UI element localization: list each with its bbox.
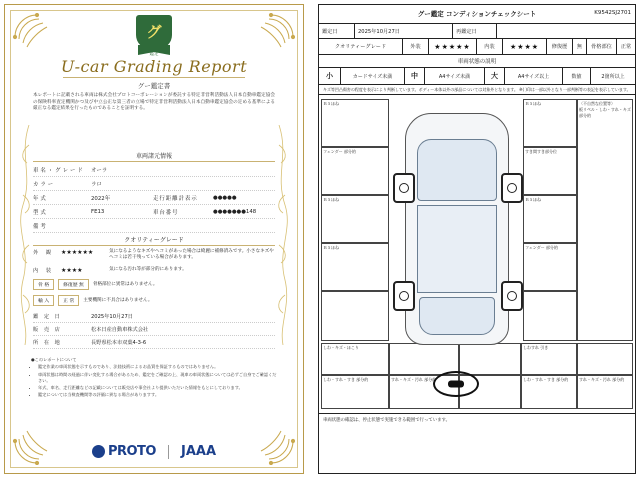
- grade-value-repair: 無: [573, 39, 587, 54]
- callout-label: しわ・すれ・すき 部分的: [523, 377, 569, 383]
- vehicle-spec-heading: 車両諸元情報: [33, 151, 275, 162]
- crest-glyph: グ: [146, 22, 162, 41]
- callout-label: すれ・キズ・汚れ 部分的: [391, 377, 437, 383]
- grade-row: [319, 39, 635, 55]
- grade-label-interior: 内装: [477, 39, 503, 54]
- callout-label: Ｂ５ほね: [525, 101, 541, 107]
- sheet-header: [319, 5, 635, 24]
- callout-label: Ｂ５ほね: [525, 197, 541, 203]
- legend-text-multi: 2箇所以上: [601, 73, 625, 80]
- quality-row-interior: [33, 267, 275, 274]
- callout-label: フェンダー 部分的: [323, 149, 356, 155]
- legend-text-small: カードサイズ未満: [341, 68, 405, 84]
- callout-box: [577, 375, 633, 409]
- callout-box: [321, 375, 389, 409]
- crest-label: 鑑定: [149, 52, 159, 57]
- condition-row-engine: [33, 295, 275, 306]
- certificate-footer-table: [33, 310, 275, 349]
- wheel-front-left: [393, 173, 415, 203]
- logo-divider: [168, 445, 169, 459]
- quality-text: 気になるようなキズやヘコミがあった場合は綺麗に補修済みです。小さなキズやヘコミは若干残っている場合があります。: [109, 249, 274, 261]
- meta-value-reinspection-date: [497, 24, 635, 38]
- grade-value-exterior: ★★★★★: [429, 39, 477, 54]
- callout-label: Ｂ５ほね: [323, 197, 339, 203]
- row-value-2: ●●●●●: [213, 194, 237, 201]
- grade-label-quality: クオリティーグレード: [319, 39, 403, 54]
- callout-label: しわすれ 引き: [523, 345, 549, 351]
- grade-label-repair: 修復歴: [547, 39, 573, 54]
- row-label-2: 走行距離計表示: [153, 195, 198, 202]
- wheel-hub: [507, 183, 517, 193]
- meta-value-inspection-date: 2025年10月27日: [355, 24, 453, 38]
- table-row: [33, 310, 275, 323]
- callout-label: しわ・キズ・ほこり: [323, 345, 359, 351]
- quality-stars: ★★★★: [61, 266, 83, 274]
- row-value: FE13: [91, 208, 105, 215]
- callout-box: [523, 99, 577, 147]
- table-row: [33, 205, 275, 219]
- row-value: ラロ: [91, 181, 102, 188]
- row-label: 年式: [33, 195, 48, 202]
- crest-shield: [136, 15, 172, 49]
- callout-box: [321, 99, 389, 147]
- table-row: [33, 323, 275, 336]
- callout-label: しわ・すれ・すき 部分的: [323, 377, 369, 383]
- quality-label: 外 観: [33, 250, 55, 256]
- quality-stars: ★★★★★★: [61, 249, 94, 256]
- callout-box: [523, 195, 577, 243]
- ornament-right-side: [275, 125, 293, 345]
- note-item: • 鑑定作業の車両状態を示すものであり、法陸技術によるお品質を保証するものではありません。: [38, 364, 277, 370]
- row-value-2: ●●●●●●●148: [213, 208, 257, 215]
- notes-heading: ●このレポートについて: [31, 357, 77, 362]
- windshield-area: [417, 139, 497, 201]
- row-label: カラー: [33, 181, 56, 188]
- row-label-2: 車台番号: [153, 209, 179, 216]
- certificate-title: U-car Grading Report: [60, 57, 248, 76]
- callout-box: [389, 343, 459, 375]
- proto-logo-text: PROTO: [107, 444, 156, 459]
- legend-mark-medium: 中: [405, 68, 425, 84]
- callout-box: [521, 343, 577, 375]
- condition-text: 骨格部位に異常はありません。: [92, 282, 158, 288]
- grade-label-frame: 骨格部位: [587, 39, 617, 54]
- callout-box: [321, 243, 389, 291]
- row-label: 車名・グレード: [33, 167, 85, 174]
- table-row: [33, 163, 275, 177]
- callout-box: [459, 343, 521, 375]
- quality-label: 内 装: [33, 267, 55, 274]
- vehicle-spec-table: [33, 163, 275, 233]
- callout-label: Ｂ５ほね: [323, 101, 339, 107]
- grade-value-frame: 正常: [620, 44, 632, 50]
- sheet-title: グー鑑定 コンディションチェックシート: [417, 10, 537, 18]
- callout-label: すれ・キズ・汚れ 部分的: [579, 377, 625, 383]
- callout-box: [321, 147, 389, 195]
- legend-text-medium: A4サイズ未満: [425, 68, 485, 84]
- callout-label: Ｂ５ほね: [323, 245, 339, 251]
- quality-grade-block: [33, 249, 275, 311]
- legend-row: [319, 68, 635, 85]
- callout-label: すき間すき部分位: [525, 149, 557, 155]
- callout-box: [321, 195, 389, 243]
- legend-title: 車両状態の説明: [319, 55, 635, 68]
- callout-grid: [319, 95, 635, 413]
- callout-box: [523, 243, 577, 291]
- vehicle-diagram-area: [319, 95, 635, 414]
- certificate-intro: 本レポートに記載される車両は株式会社プロトコーポレーションが委託する特定非営利活動法人日本自動車鑑定協会の保険料率査定機関かつ及び中立公正な第三者の立場で特定非営利活動法人日本自動車鑑定協会の定める基準による厳正なる鑑定結果を行ったものであることを証明する。: [33, 93, 275, 112]
- callout-box: [523, 147, 577, 195]
- proto-logo: [92, 444, 156, 459]
- table-row: [33, 336, 275, 349]
- note-item: • 車両状態は時間の経過に伴い変化する場合があるため、鑑定をご確認の上、現車の車両状態については必ずご自身でご確認ください。: [38, 372, 277, 385]
- sheet-code: K9542SJ2701: [594, 10, 631, 16]
- quality-grade-heading: クオリティーグレード: [33, 235, 275, 246]
- proto-logo-mark: [92, 445, 105, 458]
- legend-mark-large: 大: [485, 68, 505, 84]
- callout-label: フェンダー 部分的: [525, 245, 558, 251]
- row-value: 2025年10月27日: [91, 313, 133, 320]
- legend-mark-small: 小: [319, 68, 341, 84]
- grading-report-certificate: [4, 4, 304, 474]
- cabin-area: [417, 205, 497, 293]
- legend-text-large: A4サイズ以上: [505, 68, 563, 84]
- grade-value-interior: ★★★★: [503, 39, 547, 54]
- callout-box: [321, 343, 389, 375]
- note-item: • 年式、車名、走行距離などの記載については販売店や事会社より提供いただいた情報をもとにしております。: [38, 385, 277, 391]
- table-row: [33, 219, 275, 233]
- meta-label-reinspection-date: 再鑑定日: [453, 24, 497, 38]
- wheel-rear-left: [393, 281, 415, 311]
- sheet-bottom-note: 車両状態の確認は、停止状態で実施できる範囲で行っています。: [323, 418, 450, 424]
- condition-chip: 修復歴 無: [58, 279, 89, 290]
- row-value: オーラ: [91, 167, 108, 174]
- quality-row-exterior: [33, 249, 275, 262]
- jaaa-logo-text: JAAA: [180, 444, 217, 459]
- row-value: 長野県松本市双葉4-3-6: [91, 339, 147, 346]
- row-value: 松本日産自動車株式会社: [91, 326, 149, 333]
- panel-note-title: 〈不自然な位置等〉: [579, 101, 615, 107]
- grade-label-exterior: 外装: [403, 39, 429, 54]
- row-label: 備考: [33, 223, 48, 230]
- row-label: 所 在 地: [33, 339, 62, 346]
- row-label: 販 売 店: [33, 326, 62, 333]
- quality-text: 気になる汚れ等が部分的にあります。: [109, 266, 187, 272]
- callout-box: [577, 343, 633, 375]
- condition-chip: 骨 格: [33, 279, 54, 290]
- condition-chip: 輸 入: [33, 295, 54, 306]
- condition-row-frame: [33, 279, 275, 290]
- steering-wheel-icon: [433, 371, 479, 397]
- note-item: • 鑑定については当検査機関等の評価に異なる場合がありますす。: [38, 392, 277, 398]
- wheel-hub: [399, 183, 409, 193]
- goo-kantei-crest: [136, 15, 172, 55]
- certificate-notes: [31, 357, 277, 400]
- ornament-left-side: [15, 125, 33, 345]
- rear-window-area: [419, 297, 495, 335]
- row-value: 2022年: [91, 195, 111, 202]
- car-top-view-diagram: [391, 113, 521, 343]
- wheel-front-right: [501, 173, 523, 203]
- meta-label-inspection-date: 鑑定日: [319, 24, 355, 38]
- callout-box: [321, 291, 389, 341]
- condition-text: 主要機関に不具合はありません。: [83, 298, 153, 304]
- table-row: [33, 191, 275, 205]
- callout-box: [521, 375, 577, 409]
- sheet-meta-row: [319, 24, 635, 39]
- logo-row: [5, 444, 303, 459]
- legend-text-count: 数値: [563, 68, 591, 84]
- wheel-hub: [399, 291, 409, 301]
- panel-note-box: [577, 99, 633, 341]
- condition-chip: 正 常: [58, 295, 79, 306]
- row-label: 型式: [33, 209, 48, 216]
- panel-note-text: 板リペル・しわ・すれ・キズ 部分的: [579, 107, 631, 119]
- wheel-rear-right: [501, 281, 523, 311]
- row-label: 鑑 定 日: [33, 313, 62, 320]
- table-row: [33, 177, 275, 191]
- wheel-hub: [507, 291, 517, 301]
- title-underline: [63, 77, 245, 78]
- condition-check-sheet: [318, 4, 636, 474]
- legend-note: キズ等凹凸傷害の程度を表示により判断しています。ボディー本体以外の部品については対象外となります。 ※( )印は一部以外となり一部判断等の表記を表示しています。: [319, 85, 635, 95]
- callout-box: [523, 291, 577, 341]
- certificate-subtitle: グー鑑定書: [137, 82, 171, 90]
